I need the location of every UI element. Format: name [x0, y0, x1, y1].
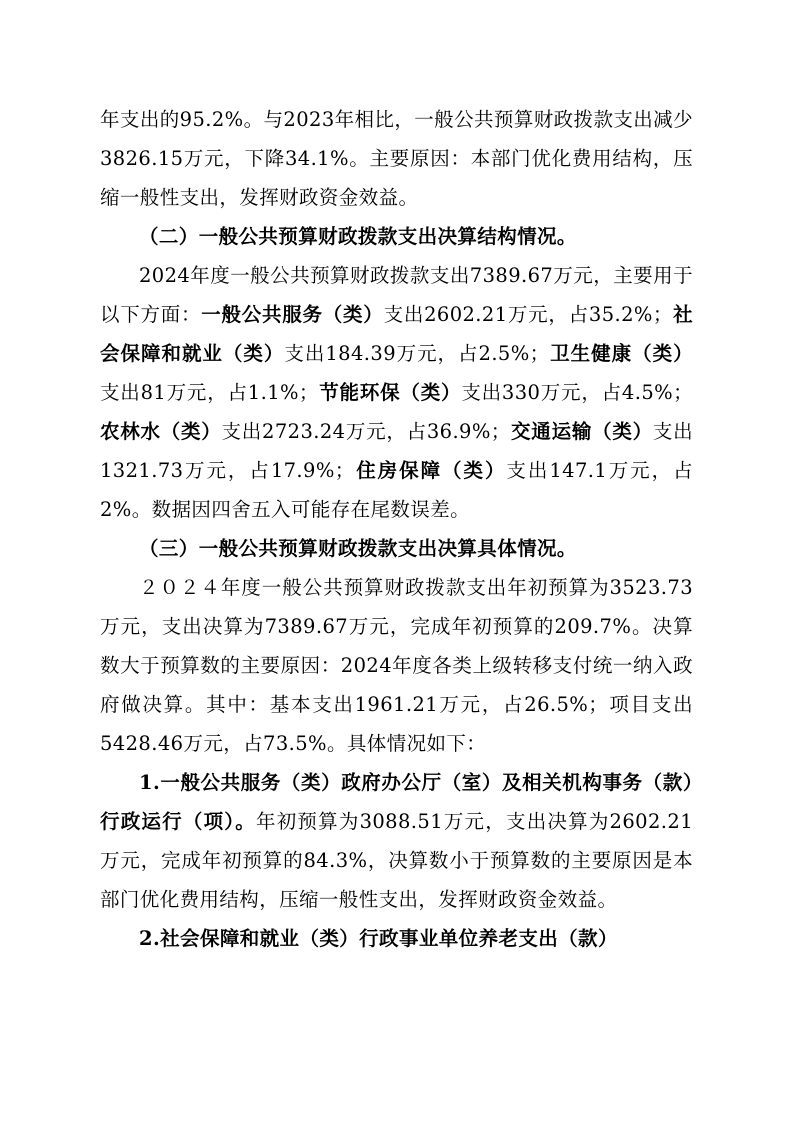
emphasis-run: 节能环保（类）	[318, 381, 462, 404]
emphasis-run: 卫生健康（类）	[549, 342, 693, 365]
section-heading	[100, 217, 693, 256]
text-run: 支出81万元，占1.1%；	[100, 381, 319, 404]
text-run: 支出2723.24万元，占36.9%；	[221, 420, 511, 443]
emphasis-run: 2.社会保障和就业（类）行政事业单位养老支出（款）	[139, 927, 618, 950]
emphasis-run: （二）一般公共预算财政拨款支出决算结构情况。	[139, 225, 577, 248]
document-body	[100, 100, 693, 958]
text-run: 2024年度一般公共预算财政拨款支出7389.67万元，主要用于以下方面：	[100, 264, 693, 326]
paragraph	[100, 100, 693, 217]
emphasis-run: 社会保障和就业（类）	[100, 303, 694, 365]
text-run: 支出1321.73万元，占17.9%；	[100, 420, 693, 482]
text-run: 支出184.39万元，占2.5%；	[284, 342, 550, 365]
text-run: ２０２４年度一般公共预算财政拨款支出年初预算为3523.73万元，支出决算为7389.67万元，完成年初预算的209.7%。决算数大于预算数的主要原因：2024年度各类上级转移支付统一纳入政府做决算。其中：基本支出1961.21万元，占26.5%；项目支出5428.46万元，占73.5%。具体情况如下：	[100, 576, 693, 755]
text-run: 支出2602.21万元，占35.2%；	[383, 303, 673, 326]
emphasis-run: （三）一般公共预算财政拨款支出决算具体情况。	[139, 537, 577, 560]
text-run: 支出330万元，占4.5%；	[461, 381, 693, 404]
paragraph	[100, 919, 693, 958]
text-run: 支出147.1万元，占2%。数据因四舍五入可能存在尾数误差。	[100, 459, 693, 521]
paragraph	[100, 568, 693, 763]
emphasis-run: 一般公共服务（类）	[201, 303, 384, 326]
paragraph	[100, 256, 693, 529]
emphasis-run: 住房保障（类）	[354, 459, 507, 482]
text-run: 年支出的95.2%。与2023年相比，一般公共预算财政拨款支出减少3826.15万元，下降34.1%。主要原因：本部门优化费用结构，压缩一般性支出，发挥财政资金效益。	[100, 108, 693, 209]
emphasis-run: 1.一般公共服务（类）政府办公厅（室）及相关机构事务（款）行政运行（项）。	[100, 771, 693, 833]
section-heading	[100, 529, 693, 568]
emphasis-run: 农林水（类）	[100, 420, 222, 443]
paragraph	[100, 763, 693, 919]
text-run: 年初预算为3088.51万元，支出决算为2602.21万元，完成年初预算的84.3%，决算数小于预算数的主要原因是本部门优化费用结构，压缩一般性支出，发挥财政资金效益。	[100, 810, 693, 911]
emphasis-run: 交通运输（类）	[510, 420, 653, 443]
